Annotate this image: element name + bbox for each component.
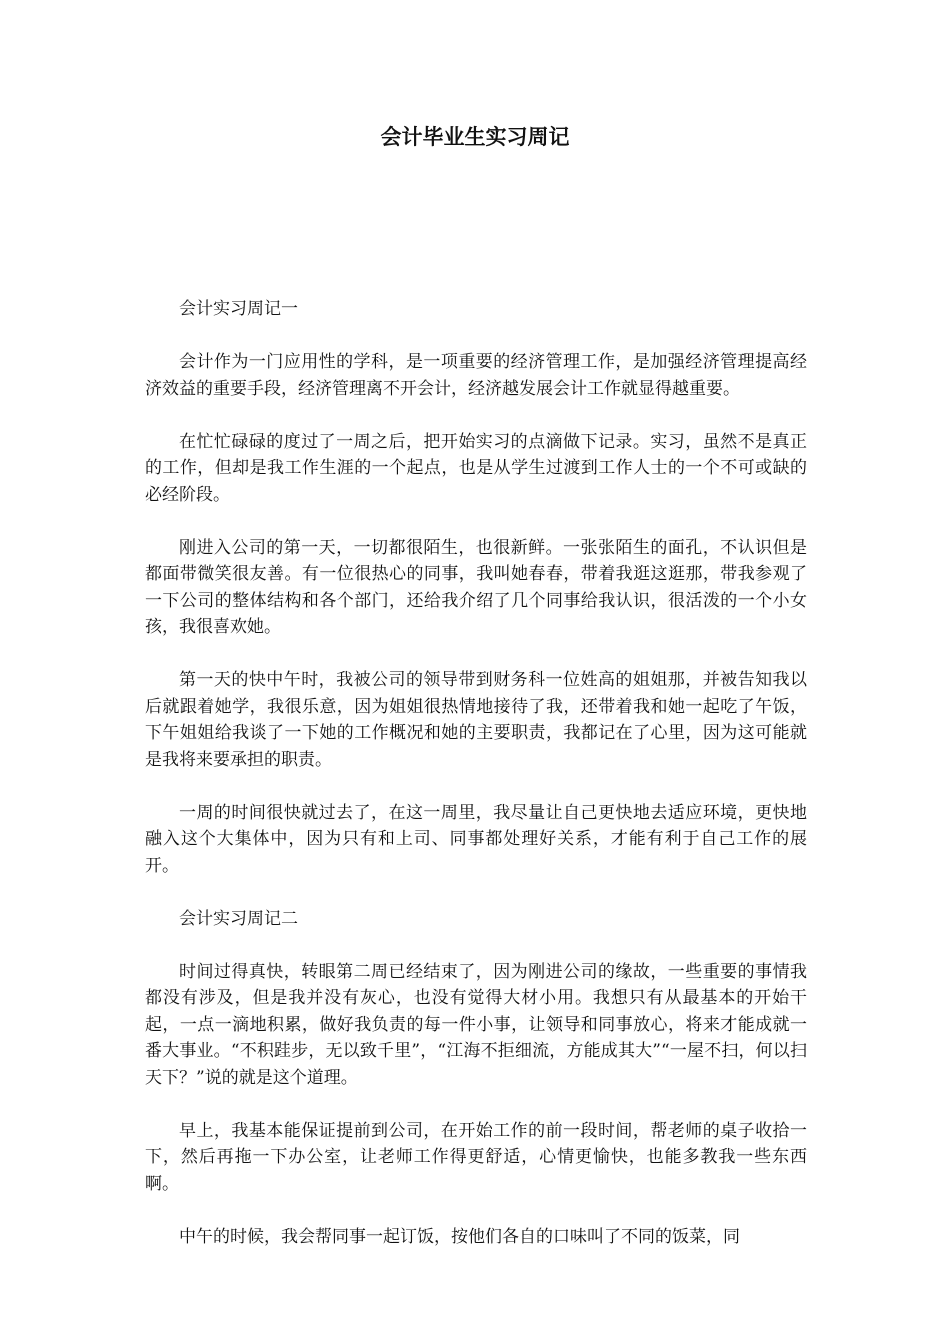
section-heading: 会计实习周记一 xyxy=(179,299,298,319)
paragraph: 刚进入公司的第一天，一切都很陌生，也很新鲜。一张张陌生的面孔，不认识但是都面带微笑很友善。有一位很热心的同事，我叫她春春，带着我逛这逛那，带我参观了一下公司的整体结构和各个部门，还给我介绍了几个同事给我认识，很活泼的一个小女孩，我很喜欢她。 xyxy=(145,537,807,637)
section-heading: 会计实习周记二 xyxy=(179,908,298,929)
document-title: 会计毕业生实习周记 xyxy=(380,124,570,149)
paragraph: 第一天的快中午时，我被公司的领导带到财务科一位姓高的姐姐那，并被告知我以后就跟着她学，我很乐意，因为姐姐很热情地接待了我，还带着我和她一起吃了午饭，下午姐姐给我谈了一下她的工作概况和她的主要职责，我都记在了心里，因为这可能就是我将来要承担的职责。 xyxy=(145,670,807,770)
paragraph: 中午的时候，我会帮同事一起订饭，按他们各自的口味叫了不同的饭菜，同 xyxy=(179,1226,740,1247)
paragraph: 早上，我基本能保证提前到公司，在开始工作的前一段时间，帮老师的桌子收拾一下，然后再拖一下办公室，让老师工作得更舒适，心情更愉快，也能多教我一些东西啊。 xyxy=(145,1120,807,1194)
paragraph: 时间过得真快，转眼第二周已经结束了，因为刚进公司的缘故，一些重要的事情我都没有涉及，但是我并没有灰心，也没有觉得大材小用。我想只有从最基本的开始干起，一点一滴地积累，做好我负责的每一件小事，让领导和同事放心，将来才能成就一番大事业。“不积跬步，无以致千里”，“江海不拒细流，方能成其大”“一屋不扫，何以扫天下？”说的就是这个道理。 xyxy=(145,961,807,1088)
document-body xyxy=(145,296,807,1277)
paragraph: 会计作为一门应用性的学科，是一项重要的经济管理工作，是加强经济管理提高经济效益的重要手段，经济管理离不开会计，经济越发展会计工作就显得越重要。 xyxy=(145,352,807,399)
paragraph: 一周的时间很快就过去了，在这一周里，我尽量让自己更快地去适应环境，更快地融入这个大集体中，因为只有和上司、同事都处理好关系，才能有利于自己工作的展开。 xyxy=(145,802,807,876)
paragraph: 在忙忙碌碌的度过了一周之后，把开始实习的点滴做下记录。实习，虽然不是真正的工作，但却是我工作生涯的一个起点，也是从学生过渡到工作人士的一个不可或缺的必经阶段。 xyxy=(145,431,807,505)
